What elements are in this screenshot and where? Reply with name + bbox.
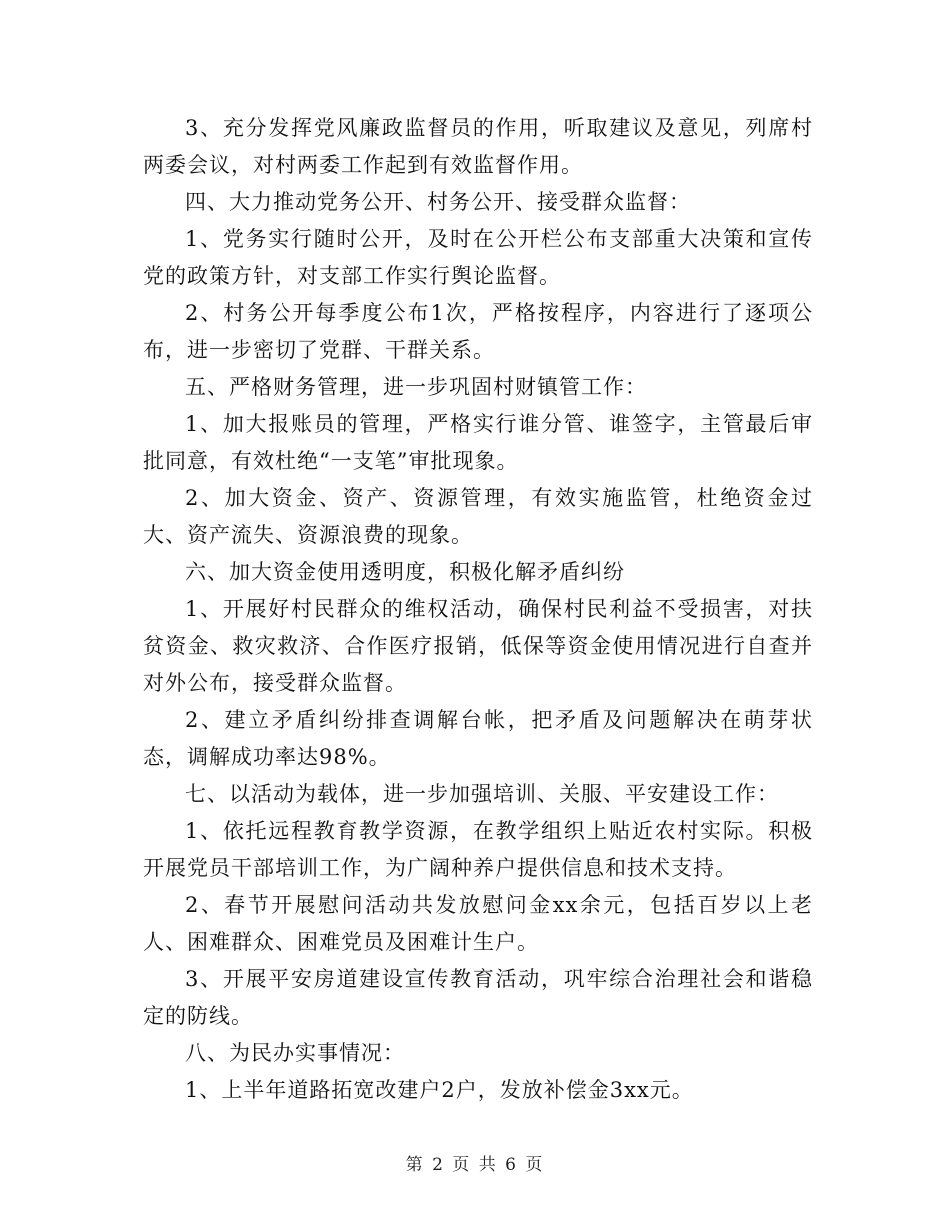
section-heading-8: 八、为民办实事情况： [185, 1041, 405, 1065]
page-footer [0, 1150, 950, 1175]
document-body [143, 110, 813, 1109]
section-heading-5: 五、严格财务管理，进一步巩固村财镇管工作： [185, 375, 647, 399]
paragraph-1: 3、充分发挥党风廉政监督员的作用，听取建议及意见，列席村两委会议，对村两委工作起到有效监督作用。 [143, 116, 813, 177]
paragraph-10: 2、建立矛盾纠纷排查调解台帐，把矛盾及问题解决在萌芽状态，调解成功率达98%。 [143, 708, 813, 769]
section-heading-4: 四、大力推动党务公开、村务公开、接受群众监督： [185, 190, 691, 214]
paragraph-6: 1、加大报账员的管理，严格实行谁分管、谁签字，主管最后审批同意，有效杜绝“一支笔”审批现象。 [143, 412, 813, 473]
section-heading-6: 六、加大资金使用透明度，积极化解矛盾纠纷 [185, 560, 625, 584]
paragraph-3: 1、党务实行随时公开，及时在公开栏公布支部重大决策和宣传党的政策方针，对支部工作实行舆论监督。 [143, 227, 813, 288]
paragraph-13: 2、春节开展慰问活动共发放慰问金xx余元，包括百岁以上老人、困难群众、困难党员及困难计生户。 [143, 893, 813, 954]
page-number: 第 2 页 共 6 页 [405, 1155, 545, 1175]
paragraph-4: 2、村务公开每季度公布1次，严格按程序，内容进行了逐项公布，进一步密切了党群、干群关系。 [143, 301, 813, 362]
paragraph-16: 1、上半年道路拓宽改建户2户，发放补偿金3xx元。 [185, 1078, 694, 1102]
paragraph-7: 2、加大资金、资产、资源管理，有效实施监管，杜绝资金过大、资产流失、资源浪费的现象。 [143, 486, 813, 547]
paragraph-9: 1、开展好村民群众的维权活动，确保村民利益不受损害，对扶贫资金、救灾救济、合作医疗报销，低保等资金使用情况进行自查并对外公布，接受群众监督。 [143, 597, 813, 695]
section-heading-7: 七、以活动为载体，进一步加强培训、关服、平安建设工作： [185, 782, 779, 806]
paragraph-14: 3、开展平安房道建设宣传教育活动，巩牢综合治理社会和谐稳定的防线。 [143, 967, 813, 1028]
paragraph-12: 1、依托远程教育教学资源，在教学组织上贴近农村实际。积极开展党员干部培训工作，为广阔种养户提供信息和技术支持。 [143, 819, 813, 880]
